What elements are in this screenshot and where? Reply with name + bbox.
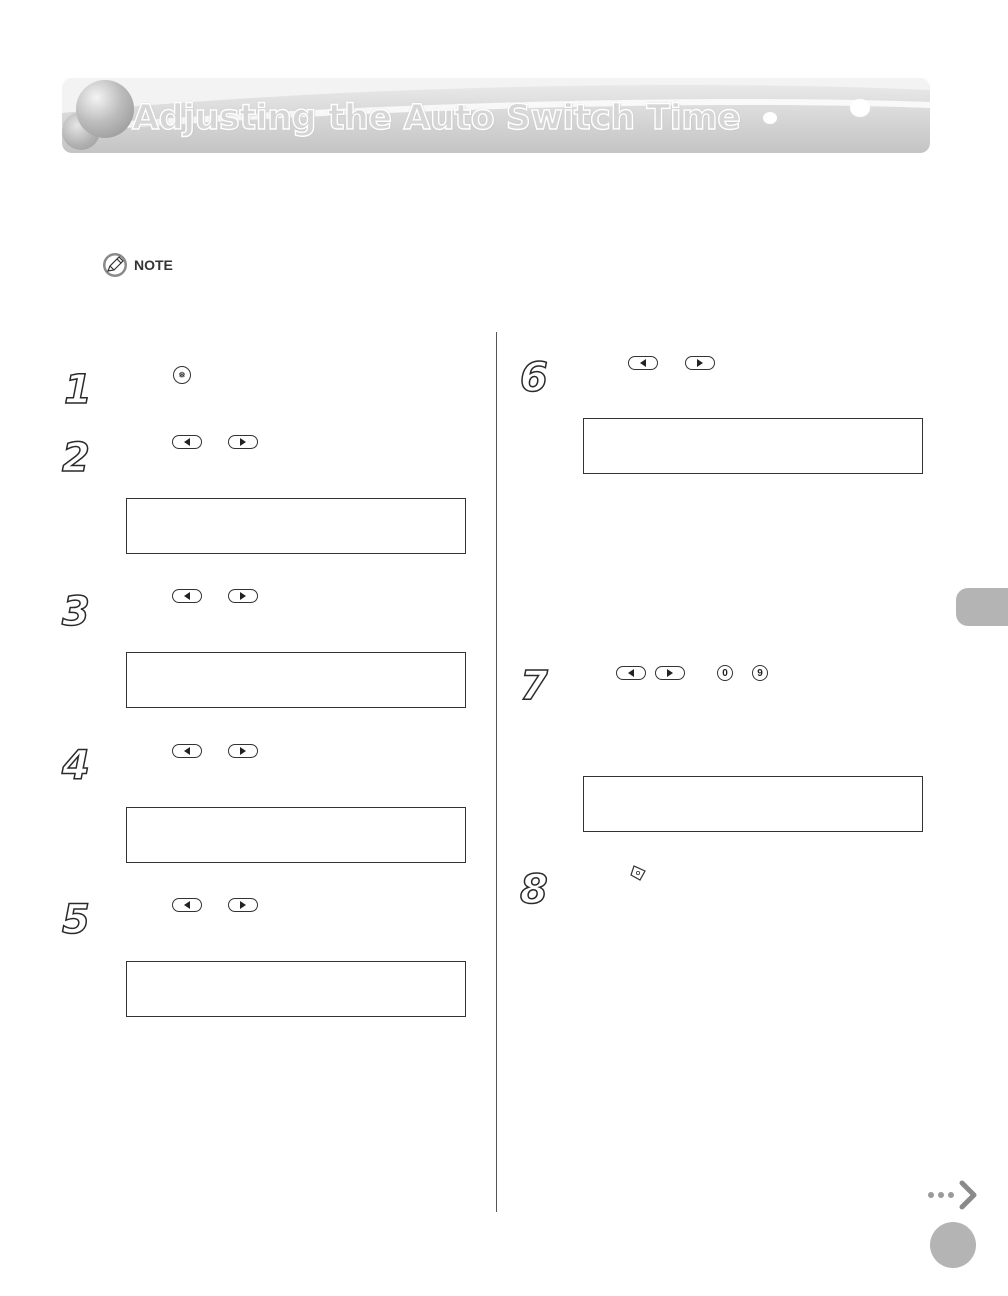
lcd-display xyxy=(126,807,466,863)
left-arrow-key-icon xyxy=(616,666,646,680)
decorative-sphere-large xyxy=(76,80,134,138)
left-arrow-key-icon xyxy=(172,744,202,758)
left-arrow-key-icon xyxy=(172,435,202,449)
page-number-badge xyxy=(930,1222,976,1268)
nine-key-icon: 9 xyxy=(752,665,768,681)
left-arrow-key-icon xyxy=(172,898,202,912)
right-arrow-key-icon xyxy=(228,435,258,449)
chapter-tab xyxy=(956,588,1008,626)
step-number: 6 xyxy=(520,355,548,401)
continue-arrow-icon xyxy=(958,1180,980,1210)
continue-dot xyxy=(948,1192,954,1198)
left-arrow-key-icon xyxy=(172,589,202,603)
note-block xyxy=(102,252,173,278)
decorative-dot xyxy=(763,112,777,124)
menu-key-icon: ❅ xyxy=(173,366,191,384)
left-arrow-key-icon xyxy=(628,356,658,370)
step-number: 3 xyxy=(62,589,90,635)
pencil-note-icon xyxy=(102,252,130,278)
stop-key-icon xyxy=(629,864,647,882)
right-arrow-key-icon xyxy=(228,589,258,603)
lcd-display xyxy=(126,961,466,1017)
note-label: NOTE xyxy=(134,257,173,273)
column-divider xyxy=(496,332,497,1212)
step-number: 5 xyxy=(62,897,90,943)
continue-dot xyxy=(928,1192,934,1198)
decorative-dot xyxy=(850,99,870,117)
lcd-display xyxy=(126,652,466,708)
step-number: 1 xyxy=(64,367,92,413)
right-arrow-key-icon xyxy=(685,356,715,370)
right-arrow-key-icon xyxy=(228,744,258,758)
right-arrow-key-icon xyxy=(228,898,258,912)
step-number: 2 xyxy=(62,435,90,481)
lcd-display xyxy=(583,776,923,832)
step-number: 7 xyxy=(520,663,548,709)
lcd-display xyxy=(126,498,466,554)
zero-key-icon: 0 xyxy=(717,665,733,681)
lcd-display xyxy=(583,418,923,474)
page-title: Adjusting the Auto Switch Time xyxy=(132,98,741,138)
continue-dot xyxy=(938,1192,944,1198)
continue-indicator xyxy=(928,1180,980,1210)
right-arrow-key-icon xyxy=(655,666,685,680)
step-number: 4 xyxy=(62,743,90,789)
step-number: 8 xyxy=(520,867,548,913)
